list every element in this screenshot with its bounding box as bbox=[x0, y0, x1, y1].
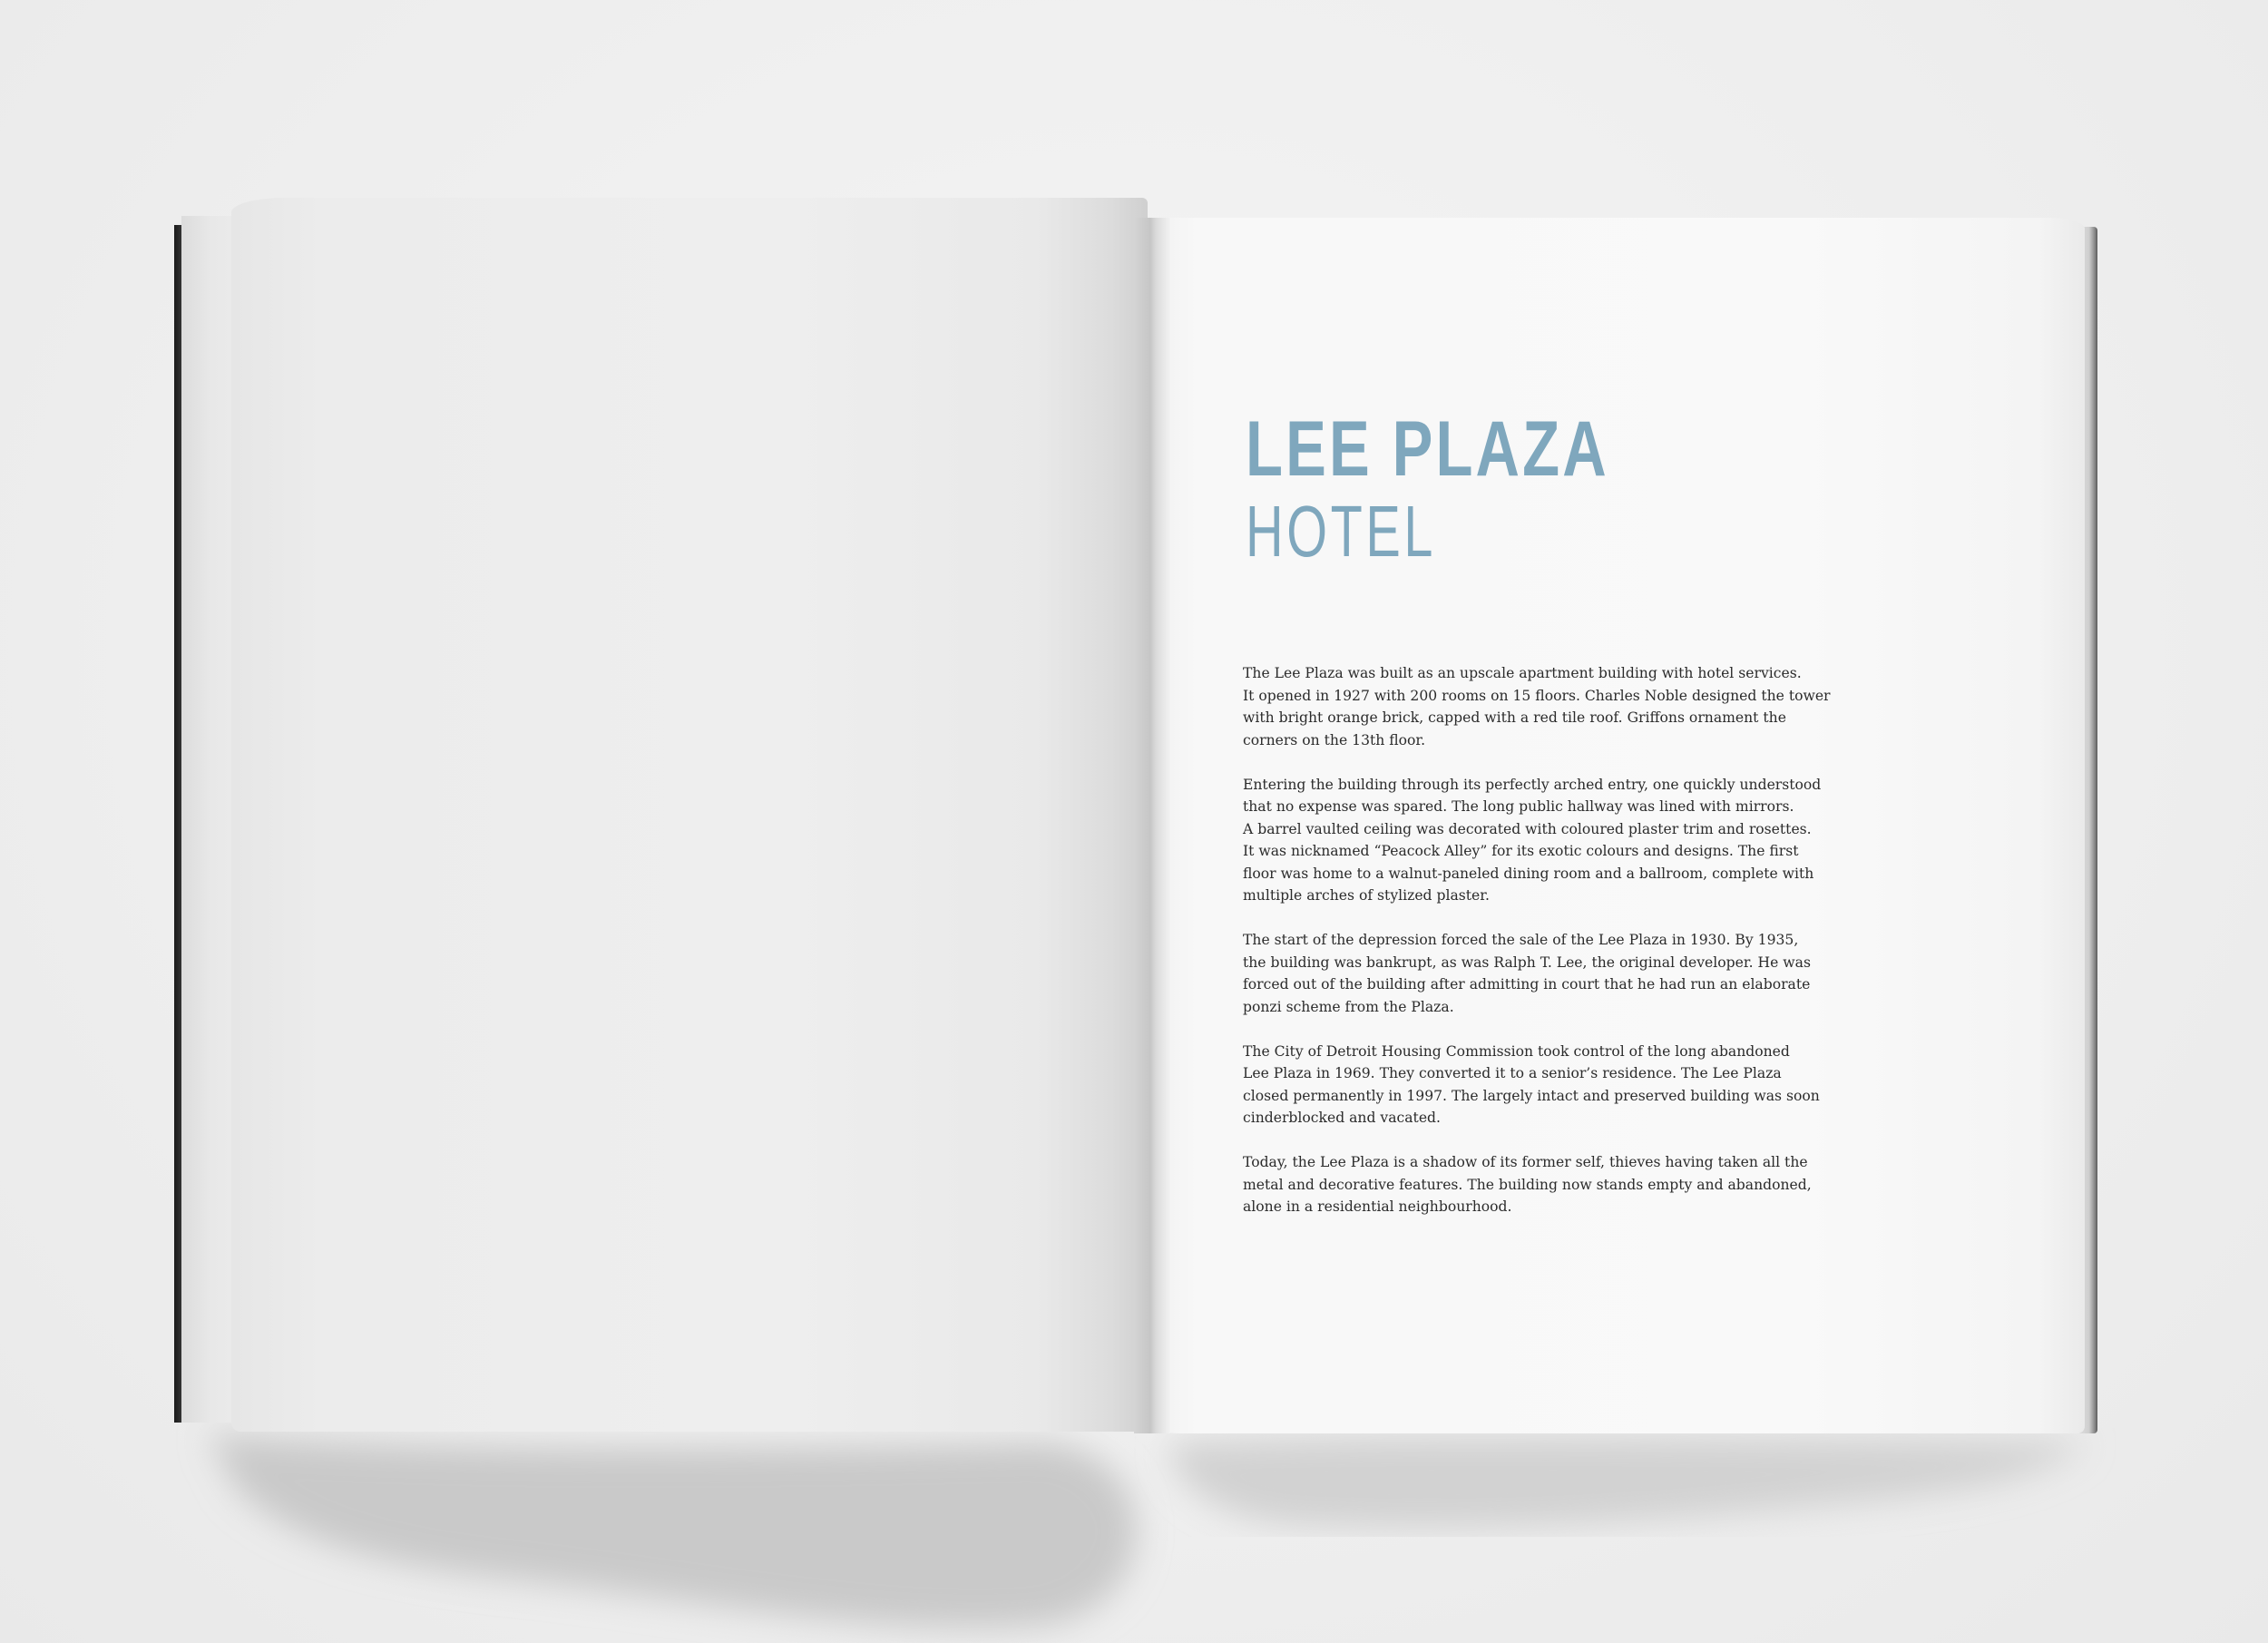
paragraph bbox=[1243, 774, 1822, 907]
text-line: closed permanently in 1997. The largely intact and preserved building was soon bbox=[1243, 1087, 1820, 1104]
text-line: forced out of the building after admitting in court that he had run an elaborate bbox=[1243, 976, 1811, 993]
text-line: with bright orange brick, capped with a red tile roof. Griffons ornament the bbox=[1243, 709, 1786, 726]
title-line-2: HOTEL bbox=[1246, 491, 1437, 572]
text-line: ponzi scheme from the Plaza. bbox=[1243, 998, 1454, 1015]
paragraph bbox=[1243, 662, 1831, 751]
left-page bbox=[231, 198, 1148, 1432]
page-title bbox=[1246, 406, 1712, 572]
text-line: metal and decorative features. The building now stands empty and abandoned, bbox=[1243, 1176, 1812, 1193]
body-text bbox=[1243, 662, 1831, 1240]
text-line: alone in a residential neighbourhood. bbox=[1243, 1198, 1512, 1215]
text-line: corners on the 13th floor. bbox=[1243, 731, 1426, 748]
text-line: The City of Detroit Housing Commission took control of the long abandoned bbox=[1243, 1042, 1790, 1060]
text-line: multiple arches of stylized plaster. bbox=[1243, 887, 1490, 904]
paragraph bbox=[1243, 929, 1814, 1018]
text-line: floor was home to a walnut-paneled dining room and a ballroom, complete with bbox=[1243, 865, 1814, 882]
text-line: It was nicknamed “Peacock Alley” for its exotic colours and designs. The first bbox=[1243, 843, 1799, 859]
text-line: Today, the Lee Plaza is a shadow of its former self, thieves having taken all the bbox=[1243, 1154, 1808, 1170]
text-line: Entering the building through its perfectly arched entry, one quickly understood bbox=[1243, 776, 1822, 793]
paragraph bbox=[1243, 1041, 1820, 1130]
text-line: A barrel vaulted ceiling was decorated with coloured plaster trim and rosettes. bbox=[1243, 820, 1812, 837]
paragraph bbox=[1243, 1151, 1814, 1218]
book-gutter bbox=[1134, 218, 1170, 1433]
text-line: Lee Plaza in 1969. They converted it to a senior’s residence. The Lee Plaza bbox=[1243, 1065, 1782, 1081]
text-line: The Lee Plaza was built as an upscale apartment building with hotel services. bbox=[1243, 665, 1802, 681]
text-line: the building was bankrupt, as was Ralph T. Lee, the original developer. He was bbox=[1243, 954, 1811, 971]
text-line: cinderblocked and vacated. bbox=[1243, 1110, 1441, 1126]
title-line-1: LEE PLAZA bbox=[1246, 406, 1609, 493]
text-line: It opened in 1927 with 200 rooms on 15 floors. Charles Noble designed the tower bbox=[1243, 687, 1831, 704]
text-line: that no expense was spared. The long public hallway was lined with mirrors. bbox=[1243, 798, 1794, 815]
text-line: The start of the depression forced the sale of the Lee Plaza in 1930. By 1935, bbox=[1243, 932, 1799, 948]
